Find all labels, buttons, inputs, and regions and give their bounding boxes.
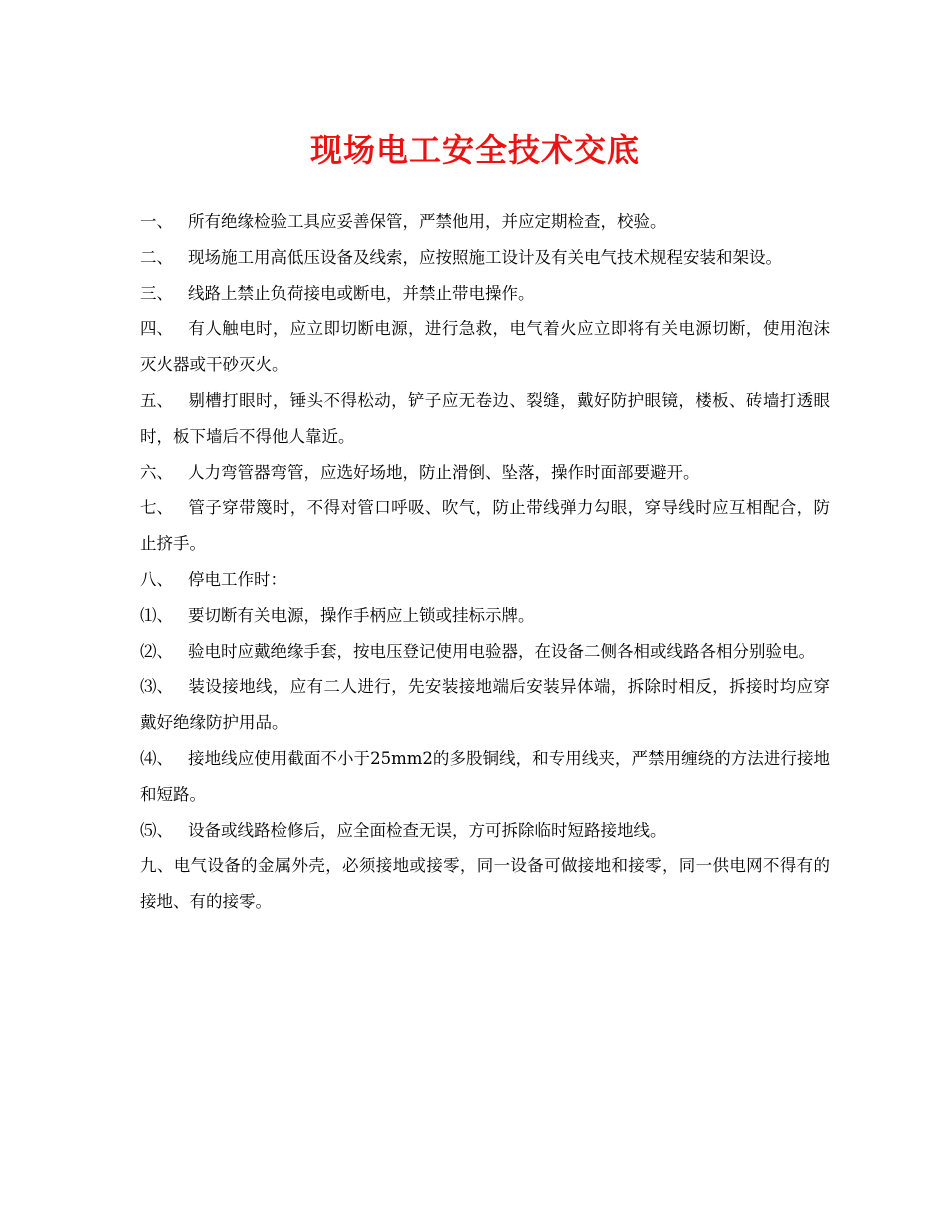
clause-text: 装设接地线，应有二人进行，先安装接地端后安装异体端，拆除时相反，拆接时均应穿戴好绝缘防护用品。	[140, 677, 830, 733]
clause-4	[140, 311, 830, 383]
sub-clause-2	[140, 634, 830, 670]
clause-marker: ⑵、	[140, 641, 173, 661]
clause-text: 验电时应戴绝缘手套，按电压登记使用电验器，在设备二侧各相或线路各相分别验电。	[188, 641, 815, 661]
clause-text: 要切断有关电源，操作手柄应上锁或挂标示牌。	[188, 605, 535, 625]
clause-marker: 二、	[140, 247, 173, 267]
clause-text: 电气设备的金属外壳，必须接地或接零，同一设备可做接地和接零，同一供电网不得有的接地、有的接零。	[140, 856, 831, 912]
clause-marker: 一、	[140, 212, 173, 231]
clause-text: 人力弯管器弯管，应选好场地，防止滑倒、坠落，操作时面部要避开。	[188, 462, 700, 482]
sub-clause-4	[140, 741, 830, 813]
clause-3	[140, 276, 830, 312]
document-title: 现场电工安全技术交底	[309, 131, 640, 169]
clause-7	[140, 490, 830, 562]
clause-1	[140, 204, 830, 240]
clause-marker: 四、	[140, 319, 173, 339]
clause-text: 所有绝缘检验工具应妥善保管，严禁他用，并应定期检查，校验。	[188, 212, 667, 231]
clause-text: 线路上禁止负荷接电或断电，并禁止带电操作。	[188, 283, 535, 303]
clause-text: 设备或线路检修后，应全面检查无误，方可拆除临时短路接地线。	[188, 820, 667, 840]
clause-marker: ⑴、	[140, 605, 173, 625]
clause-5	[140, 383, 830, 455]
sub-clause-1	[140, 598, 830, 634]
clause-marker: ⑶、	[140, 677, 173, 697]
clause-8	[140, 562, 830, 598]
clause-text: 接地线应使用截面不小于25mm2的多股铜线，和专用线夹，严禁用缠绕的方法进行接地和短路。	[140, 748, 830, 804]
clause-text: 有人触电时，应立即切断电源，进行急救，电气着火应立即将有关电源切断，使用泡沫灭火器或干砂灭火。	[140, 319, 830, 375]
clause-marker: 三、	[140, 283, 173, 303]
clause-text: 剔槽打眼时，锤头不得松动，铲子应无卷边、裂缝，戴好防护眼镜，楼板、砖墙打透眼时，板下墙后不得他人靠近。	[140, 390, 830, 446]
clause-marker: 六、	[140, 462, 173, 482]
sub-clause-3	[140, 669, 830, 741]
clause-2	[140, 240, 830, 276]
clause-marker: 九、	[140, 856, 174, 876]
clause-text: 现场施工用高低压设备及线索，应按照施工设计及有关电气技术规程安装和架设。	[188, 247, 782, 267]
clause-text: 管子穿带篾时，不得对管口呼吸、吹气，防止带线弹力勾眼，穿导线时应互相配合，防止挤手。	[140, 498, 830, 554]
clause-marker: 七、	[140, 498, 173, 518]
clause-6	[140, 455, 830, 491]
clause-marker: ⑸、	[140, 820, 173, 840]
sub-clause-5	[140, 813, 830, 849]
clause-9	[140, 848, 830, 920]
clause-marker: 五、	[140, 390, 173, 410]
clause-text: 停电工作时：	[188, 569, 287, 589]
document-body	[140, 204, 830, 920]
clause-marker: 八、	[140, 569, 173, 589]
clause-marker: ⑷、	[140, 748, 173, 768]
